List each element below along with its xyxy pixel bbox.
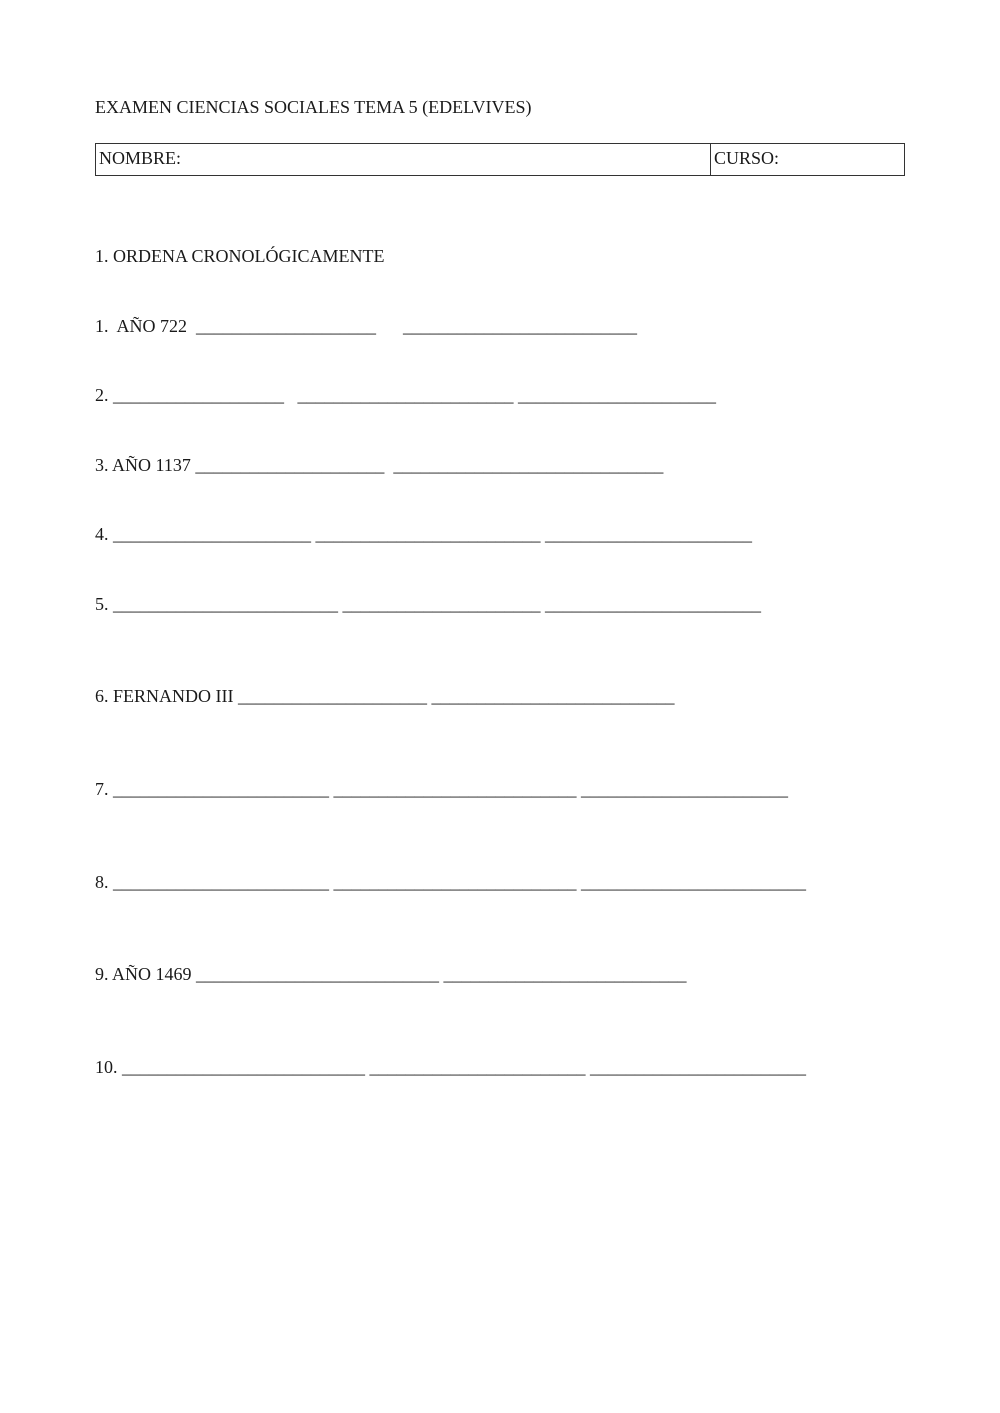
list-item[interactable]: 6. FERNANDO III _____________________ ___________________________	[95, 686, 675, 706]
student-info-table	[95, 143, 905, 176]
list-item[interactable]: 4. ______________________ _________________________ _______________________	[95, 524, 752, 544]
list-item[interactable]: 2. ___________________ ________________________ ______________________	[95, 385, 716, 405]
list-item[interactable]: 10. ___________________________ ________________________ ________________________	[95, 1057, 806, 1077]
list-item[interactable]: 1. AÑO 722 ____________________ __________________________	[95, 316, 638, 336]
list-item[interactable]: 3. AÑO 1137 _____________________ ______________________________	[95, 455, 664, 475]
exam-title: EXAMEN CIENCIAS SOCIALES TEMA 5 (EDELVIVES)	[95, 97, 532, 117]
list-item[interactable]: 8. ________________________ ___________________________ _________________________	[95, 872, 806, 892]
name-label: NOMBRE:	[99, 148, 182, 168]
question-title: 1. ORDENA CRONOLÓGICAMENTE	[95, 246, 385, 266]
list-item[interactable]: 7. ________________________ ___________________________ _______________________	[95, 779, 788, 799]
course-field[interactable]	[711, 144, 904, 175]
name-field[interactable]	[96, 144, 711, 175]
list-item[interactable]: 9. AÑO 1469 ___________________________ ___________________________	[95, 964, 687, 984]
list-item[interactable]: 5. _________________________ ______________________ ________________________	[95, 594, 761, 614]
course-label: CURSO:	[714, 148, 780, 168]
